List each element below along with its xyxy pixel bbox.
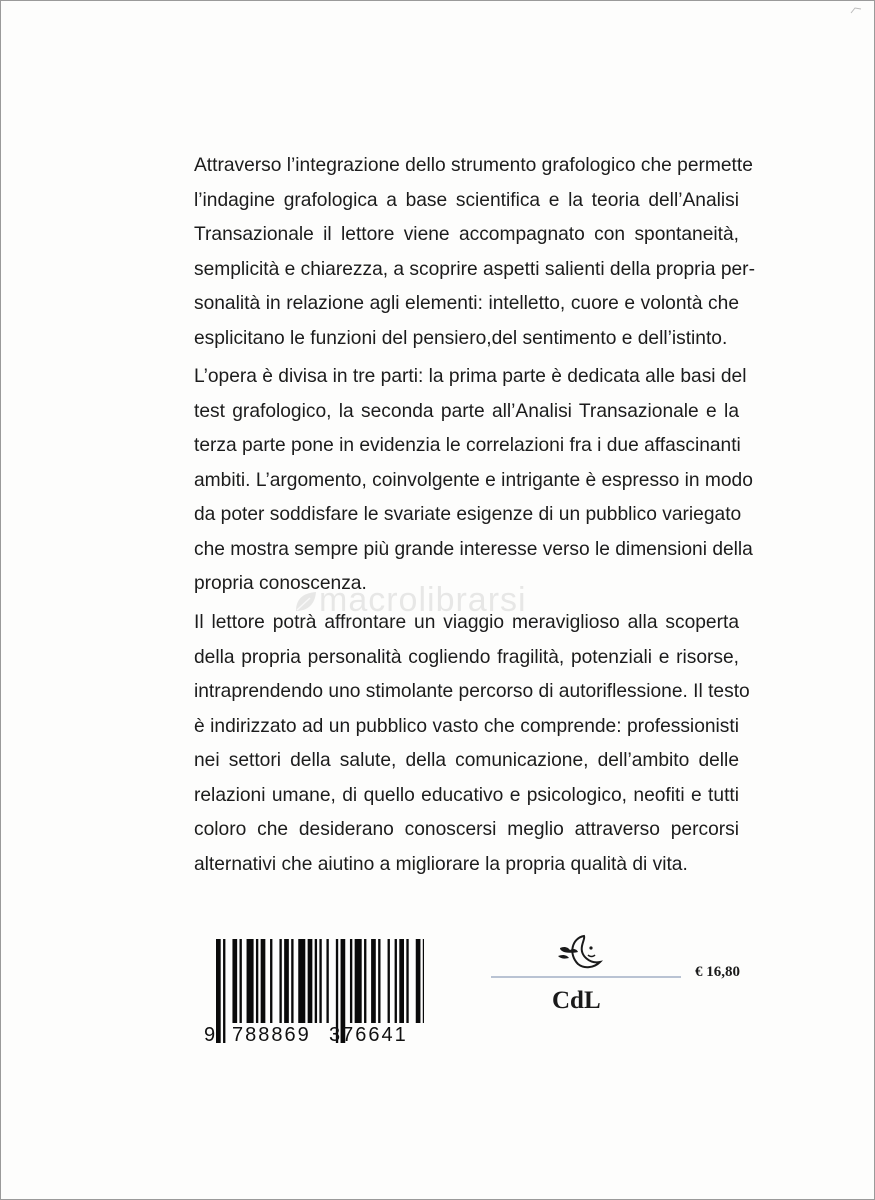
barcode-bar — [406, 939, 408, 1023]
barcode-bar — [256, 939, 258, 1023]
barcode-bar — [388, 939, 390, 1023]
publisher-name: CdL — [552, 987, 601, 1014]
barcode-bar — [371, 939, 376, 1023]
text-line: che mostra sempre più grande interesse verso le dimensioni della — [194, 538, 753, 560]
scan-mark — [849, 5, 863, 15]
barcode-bar — [279, 939, 281, 1023]
barcode-bar — [395, 939, 397, 1023]
logo-divider — [491, 976, 681, 978]
text-line: intraprendendo uno stimolante percorso di autoriflessione. Il testo — [194, 681, 750, 702]
barcode-bar — [223, 939, 225, 1043]
description-paragraph-1 — [194, 149, 755, 356]
text-line: terza parte pone in evidenzia le correlazioni fra i due affascinanti — [194, 435, 741, 456]
barcode-bar — [247, 939, 254, 1023]
text-line: esplicitano le funzioni del pensiero,del sentimento e dell’istinto. — [194, 327, 728, 349]
text-line: Transazionale il lettore viene accompagnato con spontaneità, — [194, 224, 739, 245]
text-line: è indirizzato ad un pubblico vasto che comprende: professionisti — [194, 715, 739, 737]
text-line: Il lettore potrà affrontare un viaggio meraviglioso alla scoperta — [194, 612, 739, 633]
barcode-bar — [240, 939, 242, 1023]
text-line: relazioni umane, di quello educativo e psicologico, neofiti e tutti — [194, 784, 739, 806]
barcode-bar — [315, 939, 317, 1023]
barcode-bar — [364, 939, 366, 1023]
barcode-bar — [326, 939, 328, 1023]
text-line: sonalità in relazione agli elementi: intelletto, cuore e volontà che — [194, 293, 739, 314]
text-line: l’indagine grafologica a base scientifica e la teoria dell’Analisi — [194, 189, 739, 211]
text-line: alternativi che aiutino a migliorare la propria qualità di vita. — [194, 853, 688, 875]
isbn-group-2: 376641 — [329, 1024, 408, 1046]
barcode-bar — [284, 939, 289, 1023]
price-label: € 16,80 — [695, 964, 740, 980]
text-line: nei settori della salute, della comunicazione, dell’ambito delle — [194, 750, 739, 771]
isbn-lead-digit: 9 — [204, 1024, 216, 1046]
barcode-bar — [423, 939, 424, 1023]
text-line: semplicità e chiarezza, a scoprire aspetti salienti della propria per- — [194, 258, 755, 280]
description-paragraph-2 — [194, 360, 753, 602]
barcode-bar — [378, 939, 380, 1023]
barcode-bar — [216, 939, 221, 1043]
text-line: ambiti. L’argomento, coinvolgente e intrigante è espresso in modo — [194, 469, 753, 491]
barcode-bar — [355, 939, 362, 1023]
text-line: della propria personalità cogliendo fragilità, potenziali e risorse, — [194, 646, 739, 668]
description-paragraph-3 — [194, 606, 750, 882]
barcode-bar — [298, 939, 305, 1023]
text-line: Attraverso l’integrazione dello strumento grafologico che permette — [194, 155, 753, 176]
barcode-bar — [350, 939, 352, 1023]
barcode-bar — [399, 939, 404, 1023]
barcode-bar — [270, 939, 272, 1023]
text-line: da poter soddisfare le svariate esigenze di un pubblico variegato — [194, 504, 742, 525]
publisher-moon-logo-icon — [554, 934, 606, 970]
barcode-bar — [308, 939, 313, 1023]
barcode-bar — [416, 939, 421, 1023]
barcode-bar — [232, 939, 237, 1023]
barcode-bar — [319, 939, 321, 1023]
isbn-group-1: 788869 — [232, 1024, 311, 1046]
text-line: coloro che desiderano conoscersi meglio attraverso percorsi — [194, 819, 739, 840]
text-line: test grafologico, la seconda parte all’Analisi Transazionale e la — [194, 400, 739, 422]
text-line: L’opera è divisa in tre parti: la prima parte è dedicata alle basi del — [194, 366, 747, 387]
watermark-text: macrolibrarsi — [319, 581, 527, 619]
text-line: propria conoscenza. — [194, 573, 367, 594]
barcode-bar — [261, 939, 266, 1023]
barcode-bar — [291, 939, 293, 1023]
